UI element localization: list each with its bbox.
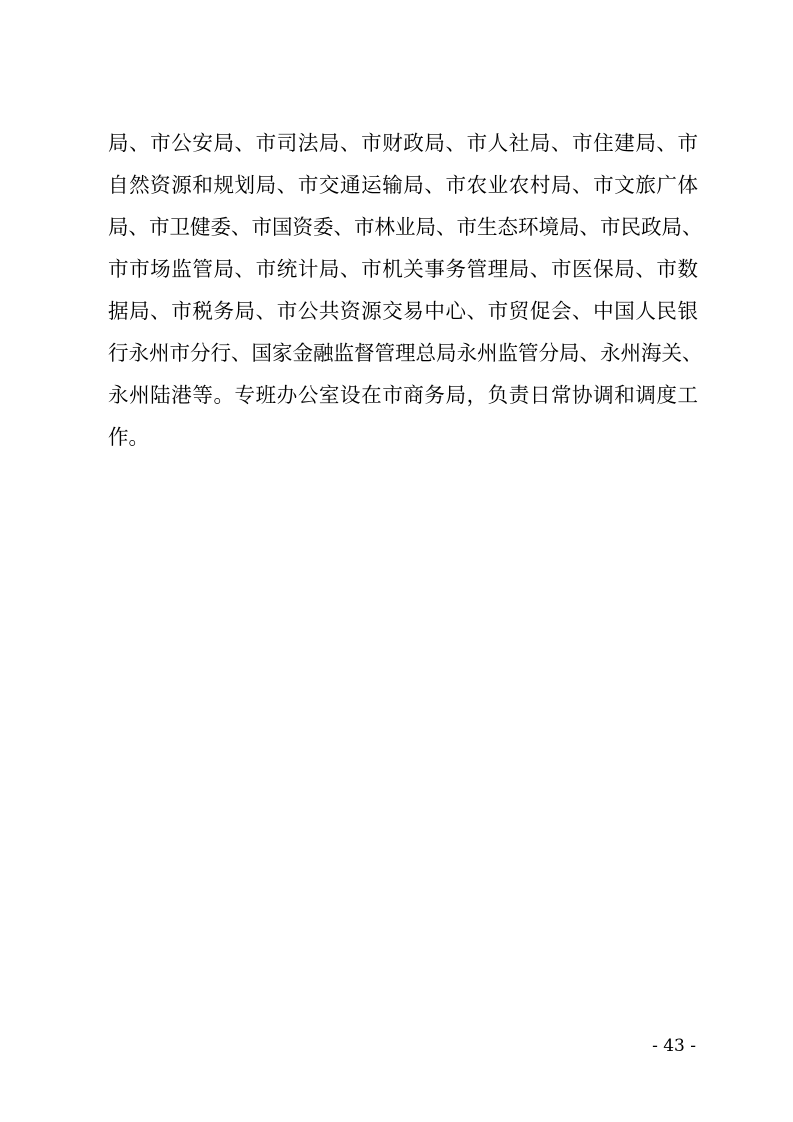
paragraph-line-8: 作。 bbox=[108, 425, 149, 449]
paragraph-line-3: 局、市卫健委、市国资委、市林业局、市生态环境局、市民政局、 bbox=[108, 215, 703, 239]
paragraph-line-7: 永州陆港等。专班办公室设在市商务局，负责日常协调和调度工 bbox=[108, 383, 698, 407]
paragraph-line-6: 行永州市分行、国家金融监督管理总局永州监管分局、永州海关、 bbox=[108, 341, 703, 365]
paragraph-line-1: 局、市公安局、市司法局、市财政局、市人社局、市住建局、市 bbox=[108, 131, 698, 155]
page-number: - 43 - bbox=[652, 1036, 696, 1056]
paragraph-line-4: 市市场监管局、市统计局、市机关事务管理局、市医保局、市数 bbox=[108, 257, 698, 281]
body-paragraph bbox=[108, 122, 703, 458]
paragraph-line-5: 据局、市税务局、市公共资源交易中心、市贸促会、中国人民银 bbox=[108, 299, 698, 323]
paragraph-line-2: 自然资源和规划局、市交通运输局、市农业农村局、市文旅广体 bbox=[108, 173, 698, 197]
